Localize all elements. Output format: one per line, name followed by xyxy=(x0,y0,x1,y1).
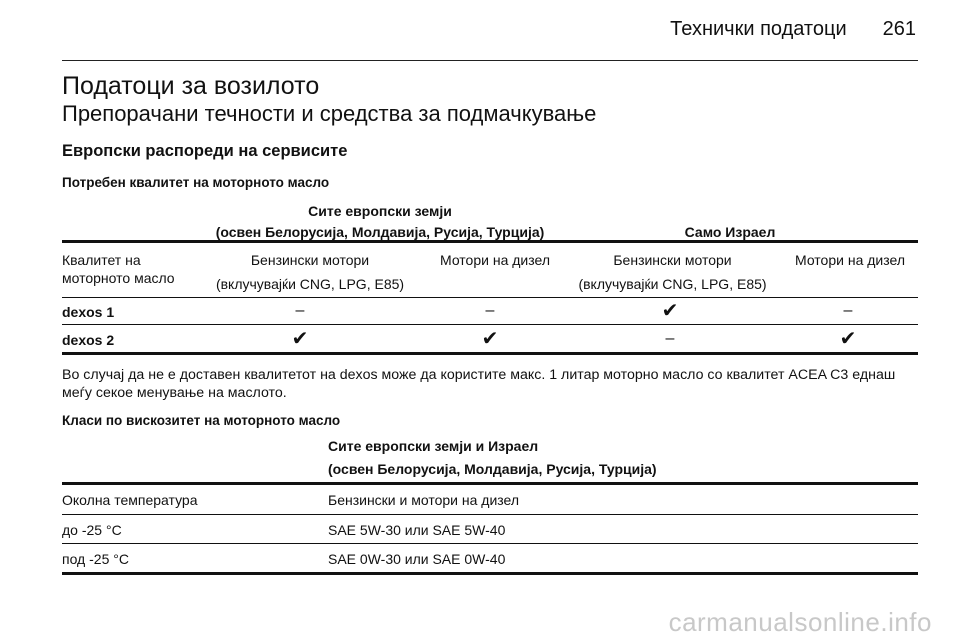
table1-caption: Потребен квалитет на моторното масло xyxy=(62,175,330,190)
table2-rule-head xyxy=(62,514,918,515)
table2-row-temp: до -25 °C xyxy=(62,522,122,538)
header-rule xyxy=(62,60,918,61)
table1-row-label: dexos 1 xyxy=(62,304,115,320)
table1-col-petrol-2-line2: (вклучувајќи CNG, LPG, E85) xyxy=(578,276,767,292)
table1-rule-top xyxy=(62,240,918,243)
table1-cell: – xyxy=(485,302,495,319)
table1-cell: – xyxy=(665,330,675,347)
main-title: Податоци за возилото xyxy=(62,72,320,100)
watermark: carmanualsonline.info xyxy=(668,607,932,637)
table1-col-petrol-1 xyxy=(200,251,420,293)
table2-col-temp: Околна температура xyxy=(62,492,198,508)
table2-rule-row xyxy=(62,543,918,544)
header-title: Технички податоци xyxy=(670,18,847,40)
section-title: Европски распореди на сервисите xyxy=(62,142,348,160)
table1-group-all-line2: (освен Белорусија, Молдавија, Русија, Турција) xyxy=(215,224,545,240)
table2-row-value: SAE 5W-30 или SAE 5W-40 xyxy=(328,522,506,538)
table1-col-diesel-2: Мотори на дизел xyxy=(795,252,905,268)
table1-col-petrol-2 xyxy=(560,251,785,293)
table1-cell: – xyxy=(843,302,853,319)
table1-cell: ✔ xyxy=(661,300,679,322)
table2-rule-bottom xyxy=(62,572,918,575)
table1-col-petrol-1-line2: (вклучувајќи CNG, LPG, E85) xyxy=(215,276,405,292)
table2-row-temp: под -25 °C xyxy=(62,551,129,567)
table2-row-value: SAE 0W-30 или SAE 0W-40 xyxy=(328,551,506,567)
table1-group-all-line1: Сите европски земји xyxy=(308,203,452,219)
table2-group xyxy=(328,437,657,478)
table1-cell: – xyxy=(295,302,305,319)
table1-row-header xyxy=(62,251,175,287)
table1-rule-head xyxy=(62,297,918,298)
table2-caption: Класи по вискозитет на моторното масло xyxy=(62,413,341,428)
table1-cell: ✔ xyxy=(291,328,309,350)
table1-col-petrol-2-line1: Бензински мотори xyxy=(613,252,732,268)
table1-group-all xyxy=(200,202,560,241)
table1-row-label: dexos 2 xyxy=(62,332,115,348)
page-number: 261 xyxy=(882,18,916,40)
sub-title: Препорачани течности и средства за подмачкување xyxy=(62,101,597,126)
table2-rule-top xyxy=(62,482,918,485)
table1-row-header-line2: моторното масло xyxy=(62,270,175,286)
table1-col-diesel-1: Мотори на дизел xyxy=(440,252,550,268)
table2-group-line2: (освен Белорусија, Молдавија, Русија, Турција) xyxy=(328,461,657,477)
table1-row-header-line1: Квалитет на xyxy=(62,252,141,268)
table2-group-line1: Сите европски земји и Израел xyxy=(328,438,539,454)
table1-cell: ✔ xyxy=(839,328,857,350)
table2-col-engines: Бензински и мотори на дизел xyxy=(328,492,520,508)
table1-rule-row xyxy=(62,324,918,325)
running-header xyxy=(670,18,916,48)
table1-rule-bottom xyxy=(62,352,918,355)
table1-col-petrol-1-line1: Бензински мотори xyxy=(250,252,370,268)
dexos-note: Во случај да не е доставен квалитетот на dexos може да користите макс. 1 литар моторно масло со квалитет ACEA C3 еднаш меѓу секое менување на маслото. xyxy=(62,367,896,401)
table1-group-israel: Само Израел xyxy=(684,224,776,240)
table1-cell: ✔ xyxy=(481,328,499,350)
